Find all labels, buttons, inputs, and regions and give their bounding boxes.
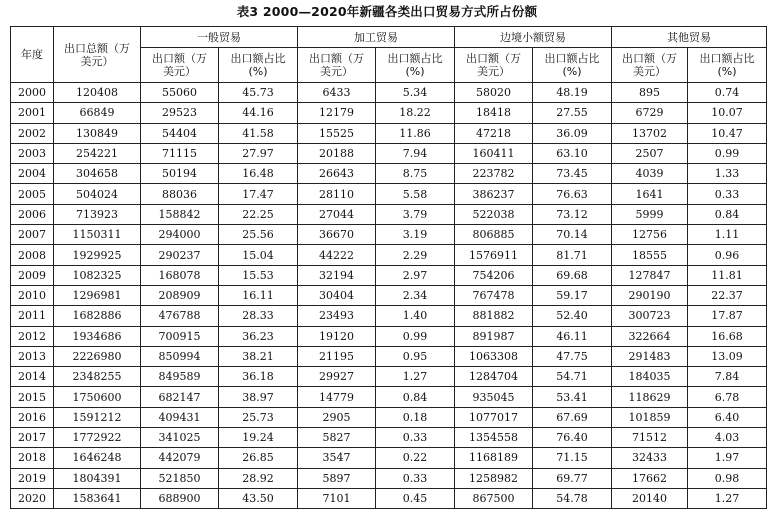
value-cell: 54.71: [533, 367, 612, 387]
value-cell: 0.96: [688, 245, 767, 265]
value-cell: 0.33: [376, 428, 455, 448]
value-cell: 386237: [455, 184, 533, 204]
value-cell: 291483: [612, 346, 688, 366]
table-row: [11, 428, 767, 448]
value-cell: 6433: [298, 83, 376, 103]
value-cell: 32194: [298, 265, 376, 285]
value-cell: 11.86: [376, 123, 455, 143]
value-cell: 43.50: [219, 488, 298, 508]
value-cell: 47218: [455, 123, 533, 143]
value-cell: 38.97: [219, 387, 298, 407]
value-cell: 1.33: [688, 164, 767, 184]
year-cell: 2013: [11, 346, 54, 366]
table-row: [11, 164, 767, 184]
value-cell: 935045: [455, 387, 533, 407]
group-header-other-trade: 其他贸易: [612, 27, 767, 48]
value-cell: 26.85: [219, 448, 298, 468]
value-cell: 341025: [141, 428, 219, 448]
value-cell: 1583641: [54, 488, 141, 508]
year-cell: 2015: [11, 387, 54, 407]
table-row: [11, 225, 767, 245]
value-cell: 713923: [54, 204, 141, 224]
value-cell: 1.11: [688, 225, 767, 245]
value-cell: 850994: [141, 346, 219, 366]
value-cell: 10.07: [688, 103, 767, 123]
table-row: [11, 285, 767, 305]
value-cell: 1168189: [455, 448, 533, 468]
value-cell: 2226980: [54, 346, 141, 366]
value-cell: 25.73: [219, 407, 298, 427]
value-cell: 28110: [298, 184, 376, 204]
year-cell: 2020: [11, 488, 54, 508]
table-row: [11, 407, 767, 427]
value-cell: 45.73: [219, 83, 298, 103]
value-cell: 15525: [298, 123, 376, 143]
value-cell: 12756: [612, 225, 688, 245]
year-cell: 2018: [11, 448, 54, 468]
value-cell: 69.68: [533, 265, 612, 285]
value-cell: 69.77: [533, 468, 612, 488]
export-amount-header: 出口额（万 美元）: [298, 48, 376, 83]
export-amount-header: 出口额（万 美元）: [141, 48, 219, 83]
value-cell: 15.53: [219, 265, 298, 285]
value-cell: 16.68: [688, 326, 767, 346]
value-cell: 208909: [141, 285, 219, 305]
value-cell: 88036: [141, 184, 219, 204]
value-cell: 4.03: [688, 428, 767, 448]
value-cell: 682147: [141, 387, 219, 407]
value-cell: 0.22: [376, 448, 455, 468]
value-cell: 23493: [298, 306, 376, 326]
value-cell: 16.48: [219, 164, 298, 184]
value-cell: 36.18: [219, 367, 298, 387]
value-cell: 71512: [612, 428, 688, 448]
value-cell: 18.22: [376, 103, 455, 123]
value-cell: 118629: [612, 387, 688, 407]
table-body: [11, 83, 767, 509]
export-share-header: 出口额占比 (%): [533, 48, 612, 83]
value-cell: 127847: [612, 265, 688, 285]
value-cell: 0.18: [376, 407, 455, 427]
value-cell: 26643: [298, 164, 376, 184]
value-cell: 754206: [455, 265, 533, 285]
value-cell: 160411: [455, 143, 533, 163]
value-cell: 17.47: [219, 184, 298, 204]
value-cell: 1150311: [54, 225, 141, 245]
value-cell: 1077017: [455, 407, 533, 427]
value-cell: 1750600: [54, 387, 141, 407]
value-cell: 158842: [141, 204, 219, 224]
value-cell: 18555: [612, 245, 688, 265]
value-cell: 254221: [54, 143, 141, 163]
value-cell: 5.34: [376, 83, 455, 103]
value-cell: 13.09: [688, 346, 767, 366]
table-row: [11, 306, 767, 326]
value-cell: 32433: [612, 448, 688, 468]
value-cell: 18418: [455, 103, 533, 123]
table-row: [11, 83, 767, 103]
value-cell: 891987: [455, 326, 533, 346]
value-cell: 130849: [54, 123, 141, 143]
value-cell: 5897: [298, 468, 376, 488]
table-row: [11, 488, 767, 508]
value-cell: 28.33: [219, 306, 298, 326]
value-cell: 5827: [298, 428, 376, 448]
value-cell: 290190: [612, 285, 688, 305]
value-cell: 19.24: [219, 428, 298, 448]
value-cell: 73.12: [533, 204, 612, 224]
table-row: [11, 184, 767, 204]
table-row: [11, 346, 767, 366]
table-row: [11, 468, 767, 488]
value-cell: 0.98: [688, 468, 767, 488]
value-cell: 63.10: [533, 143, 612, 163]
value-cell: 41.58: [219, 123, 298, 143]
value-cell: 3.79: [376, 204, 455, 224]
value-cell: 1929925: [54, 245, 141, 265]
table-title: 表3 2000—2020年新疆各类出口贸易方式所占份额: [236, 4, 538, 19]
year-cell: 2006: [11, 204, 54, 224]
value-cell: 10.47: [688, 123, 767, 143]
value-cell: 22.25: [219, 204, 298, 224]
value-cell: 223782: [455, 164, 533, 184]
value-cell: 44222: [298, 245, 376, 265]
table-row: [11, 245, 767, 265]
year-cell: 2003: [11, 143, 54, 163]
value-cell: 20188: [298, 143, 376, 163]
value-cell: 28.92: [219, 468, 298, 488]
value-cell: 101859: [612, 407, 688, 427]
table-row: [11, 326, 767, 346]
value-cell: 36670: [298, 225, 376, 245]
table-row: [11, 204, 767, 224]
value-cell: 867500: [455, 488, 533, 508]
value-cell: 47.75: [533, 346, 612, 366]
group-header-border-trade: 边境小额贸易: [455, 27, 612, 48]
value-cell: 0.33: [688, 184, 767, 204]
value-cell: 1.40: [376, 306, 455, 326]
value-cell: 29523: [141, 103, 219, 123]
value-cell: 442079: [141, 448, 219, 468]
value-cell: 0.99: [376, 326, 455, 346]
value-cell: 3.19: [376, 225, 455, 245]
value-cell: 16.11: [219, 285, 298, 305]
value-cell: 19120: [298, 326, 376, 346]
value-cell: 688900: [141, 488, 219, 508]
value-cell: 20140: [612, 488, 688, 508]
value-cell: 2.29: [376, 245, 455, 265]
value-cell: 14779: [298, 387, 376, 407]
value-cell: 27.97: [219, 143, 298, 163]
value-cell: 7101: [298, 488, 376, 508]
value-cell: 522038: [455, 204, 533, 224]
value-cell: 12179: [298, 103, 376, 123]
value-cell: 521850: [141, 468, 219, 488]
value-cell: 6.40: [688, 407, 767, 427]
year-cell: 2005: [11, 184, 54, 204]
year-cell: 2001: [11, 103, 54, 123]
value-cell: 1646248: [54, 448, 141, 468]
value-cell: 1576911: [455, 245, 533, 265]
export-amount-header: 出口额（万 美元）: [455, 48, 533, 83]
year-cell: 2014: [11, 367, 54, 387]
value-cell: 1804391: [54, 468, 141, 488]
value-cell: 2507: [612, 143, 688, 163]
value-cell: 1682886: [54, 306, 141, 326]
value-cell: 71115: [141, 143, 219, 163]
year-cell: 2012: [11, 326, 54, 346]
value-cell: 0.33: [376, 468, 455, 488]
value-cell: 3547: [298, 448, 376, 468]
group-header-general-trade: 一般贸易: [141, 27, 298, 48]
year-header: 年度: [11, 27, 54, 83]
value-cell: 58020: [455, 83, 533, 103]
value-cell: 5999: [612, 204, 688, 224]
value-cell: 76.63: [533, 184, 612, 204]
value-cell: 29927: [298, 367, 376, 387]
value-cell: 2905: [298, 407, 376, 427]
value-cell: 2.97: [376, 265, 455, 285]
value-cell: 4039: [612, 164, 688, 184]
year-cell: 2011: [11, 306, 54, 326]
value-cell: 53.41: [533, 387, 612, 407]
value-cell: 7.94: [376, 143, 455, 163]
value-cell: 17662: [612, 468, 688, 488]
value-cell: 13702: [612, 123, 688, 143]
year-cell: 2000: [11, 83, 54, 103]
value-cell: 36.09: [533, 123, 612, 143]
value-cell: 168078: [141, 265, 219, 285]
value-cell: 881882: [455, 306, 533, 326]
value-cell: 1772922: [54, 428, 141, 448]
value-cell: 27.55: [533, 103, 612, 123]
value-cell: 304658: [54, 164, 141, 184]
value-cell: 1354558: [455, 428, 533, 448]
value-cell: 54404: [141, 123, 219, 143]
value-cell: 2.34: [376, 285, 455, 305]
value-cell: 81.71: [533, 245, 612, 265]
value-cell: 1284704: [455, 367, 533, 387]
value-cell: 55060: [141, 83, 219, 103]
value-cell: 300723: [612, 306, 688, 326]
value-cell: 73.45: [533, 164, 612, 184]
value-cell: 322664: [612, 326, 688, 346]
value-cell: 38.21: [219, 346, 298, 366]
value-cell: 5.58: [376, 184, 455, 204]
value-cell: 0.45: [376, 488, 455, 508]
value-cell: 30404: [298, 285, 376, 305]
table-row: [11, 367, 767, 387]
value-cell: 1.97: [688, 448, 767, 468]
value-cell: 806885: [455, 225, 533, 245]
table-row: [11, 265, 767, 285]
value-cell: 700915: [141, 326, 219, 346]
value-cell: 1.27: [688, 488, 767, 508]
value-cell: 767478: [455, 285, 533, 305]
value-cell: 1063308: [455, 346, 533, 366]
value-cell: 290237: [141, 245, 219, 265]
value-cell: 54.78: [533, 488, 612, 508]
value-cell: 1296981: [54, 285, 141, 305]
value-cell: 11.81: [688, 265, 767, 285]
value-cell: 17.87: [688, 306, 767, 326]
year-cell: 2010: [11, 285, 54, 305]
table-row: [11, 448, 767, 468]
value-cell: 1641: [612, 184, 688, 204]
value-cell: 504024: [54, 184, 141, 204]
export-share-header: 出口额占比 (%): [688, 48, 767, 83]
value-cell: 2348255: [54, 367, 141, 387]
value-cell: 52.40: [533, 306, 612, 326]
value-cell: 22.37: [688, 285, 767, 305]
value-cell: 8.75: [376, 164, 455, 184]
value-cell: 0.95: [376, 346, 455, 366]
table-row: [11, 103, 767, 123]
value-cell: 294000: [141, 225, 219, 245]
value-cell: 120408: [54, 83, 141, 103]
value-cell: 0.84: [376, 387, 455, 407]
export-share-header: 出口额占比 (%): [376, 48, 455, 83]
value-cell: 71.15: [533, 448, 612, 468]
value-cell: 50194: [141, 164, 219, 184]
value-cell: 46.11: [533, 326, 612, 346]
value-cell: 1082325: [54, 265, 141, 285]
value-cell: 70.14: [533, 225, 612, 245]
value-cell: 6.78: [688, 387, 767, 407]
export-amount-header: 出口额（万 美元）: [612, 48, 688, 83]
value-cell: 59.17: [533, 285, 612, 305]
value-cell: 0.99: [688, 143, 767, 163]
export-share-table: [10, 26, 767, 509]
value-cell: 1591212: [54, 407, 141, 427]
year-cell: 2017: [11, 428, 54, 448]
value-cell: 1.27: [376, 367, 455, 387]
value-cell: 895: [612, 83, 688, 103]
value-cell: 21195: [298, 346, 376, 366]
year-cell: 2007: [11, 225, 54, 245]
export-share-header: 出口额占比 (%): [219, 48, 298, 83]
value-cell: 15.04: [219, 245, 298, 265]
value-cell: 67.69: [533, 407, 612, 427]
value-cell: 0.84: [688, 204, 767, 224]
value-cell: 0.74: [688, 83, 767, 103]
year-cell: 2009: [11, 265, 54, 285]
table-row: [11, 387, 767, 407]
total-export-header: 出口总额（万 美元）: [54, 27, 141, 83]
value-cell: 1934686: [54, 326, 141, 346]
value-cell: 44.16: [219, 103, 298, 123]
value-cell: 27044: [298, 204, 376, 224]
value-cell: 76.40: [533, 428, 612, 448]
value-cell: 36.23: [219, 326, 298, 346]
value-cell: 6729: [612, 103, 688, 123]
value-cell: 66849: [54, 103, 141, 123]
year-cell: 2004: [11, 164, 54, 184]
value-cell: 184035: [612, 367, 688, 387]
value-cell: 25.56: [219, 225, 298, 245]
year-cell: 2016: [11, 407, 54, 427]
year-cell: 2019: [11, 468, 54, 488]
value-cell: 7.84: [688, 367, 767, 387]
year-cell: 2002: [11, 123, 54, 143]
table-row: [11, 143, 767, 163]
value-cell: 849589: [141, 367, 219, 387]
value-cell: 409431: [141, 407, 219, 427]
value-cell: 1258982: [455, 468, 533, 488]
group-header-processing-trade: 加工贸易: [298, 27, 455, 48]
value-cell: 48.19: [533, 83, 612, 103]
table-row: [11, 123, 767, 143]
value-cell: 476788: [141, 306, 219, 326]
year-cell: 2008: [11, 245, 54, 265]
